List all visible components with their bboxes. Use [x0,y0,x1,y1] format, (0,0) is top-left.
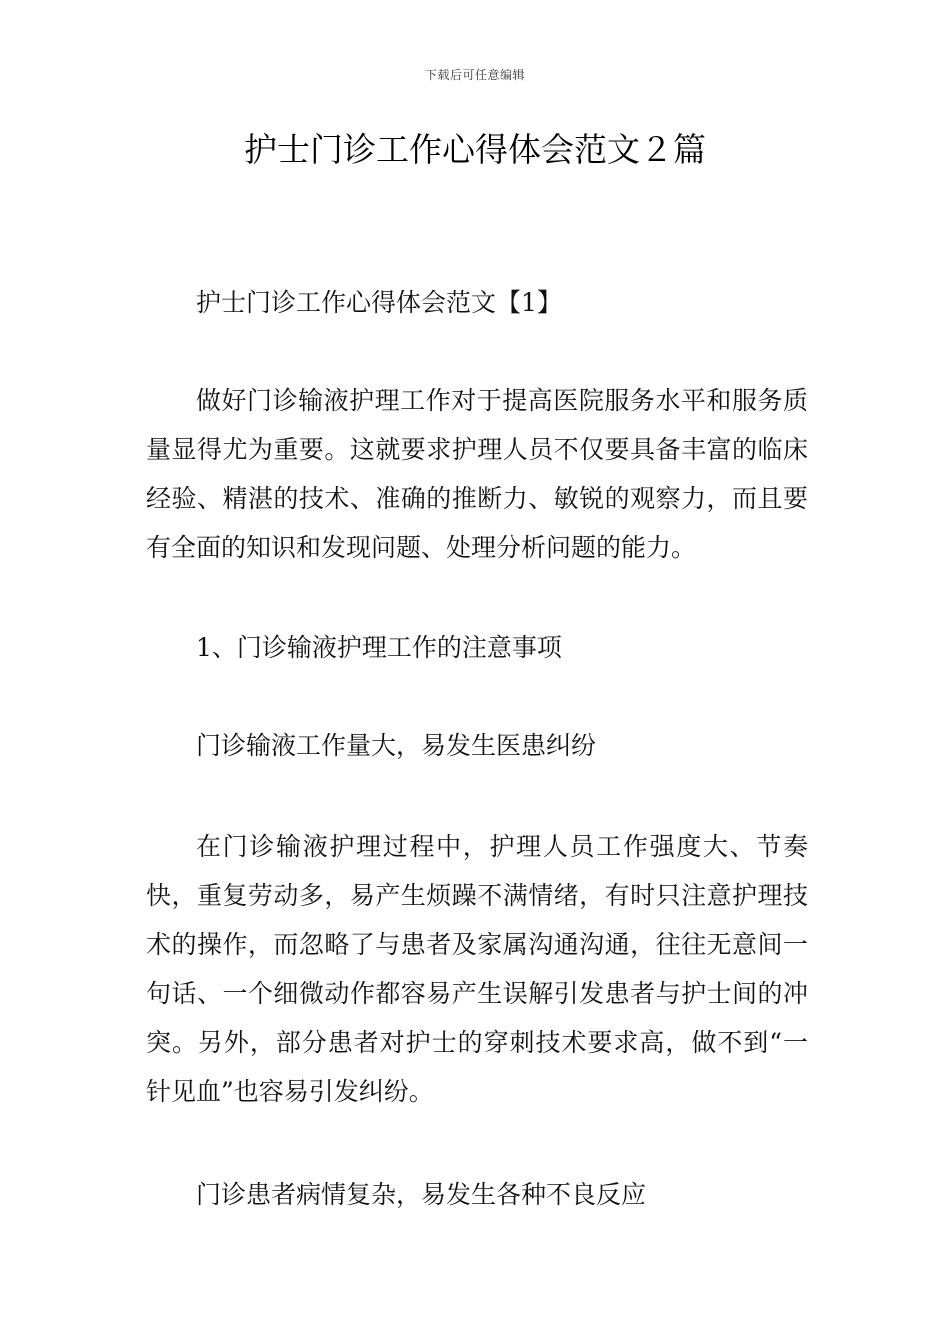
section-heading: 护士门诊工作心得体会范文【1】 [196,288,562,317]
point-1-heading: 1、门诊输液护理工作的注意事项 [196,633,562,662]
intro-paragraph: 做好门诊输液护理工作对于提高医院服务水平和服务质量显得尤为重要。这就要求护理人员不仅要具备丰富的临床经验、精湛的技术、准确的推断力、敏锐的观察力，而且要有全面的知识和发现问题、处理分析问题的能力。 [146,386,808,562]
sub-heading-1: 门诊输液工作量大，易发生医患纠纷 [196,731,597,760]
paragraph-1: 在门诊输液护理过程中，护理人员工作强度大、节奏快，重复劳动多，易产生烦躁不满情绪，有时只注意护理技术的操作，而忽略了与患者及家属沟通沟通，往往无意间一句话、一个细微动作都容易产生误解引发患者与护士间的冲突。另外，部分患者对护士的穿刺技术要求高，做不到“一针见血”也容易引发纠纷。 [146,832,808,1106]
header-note: 下载后可任意编辑 [424,68,525,82]
document-title: 护士门诊工作心得体会范文２篇 [244,130,706,169]
sub-heading-2: 门诊患者病情复杂，易发生各种不良反应 [196,1180,647,1209]
